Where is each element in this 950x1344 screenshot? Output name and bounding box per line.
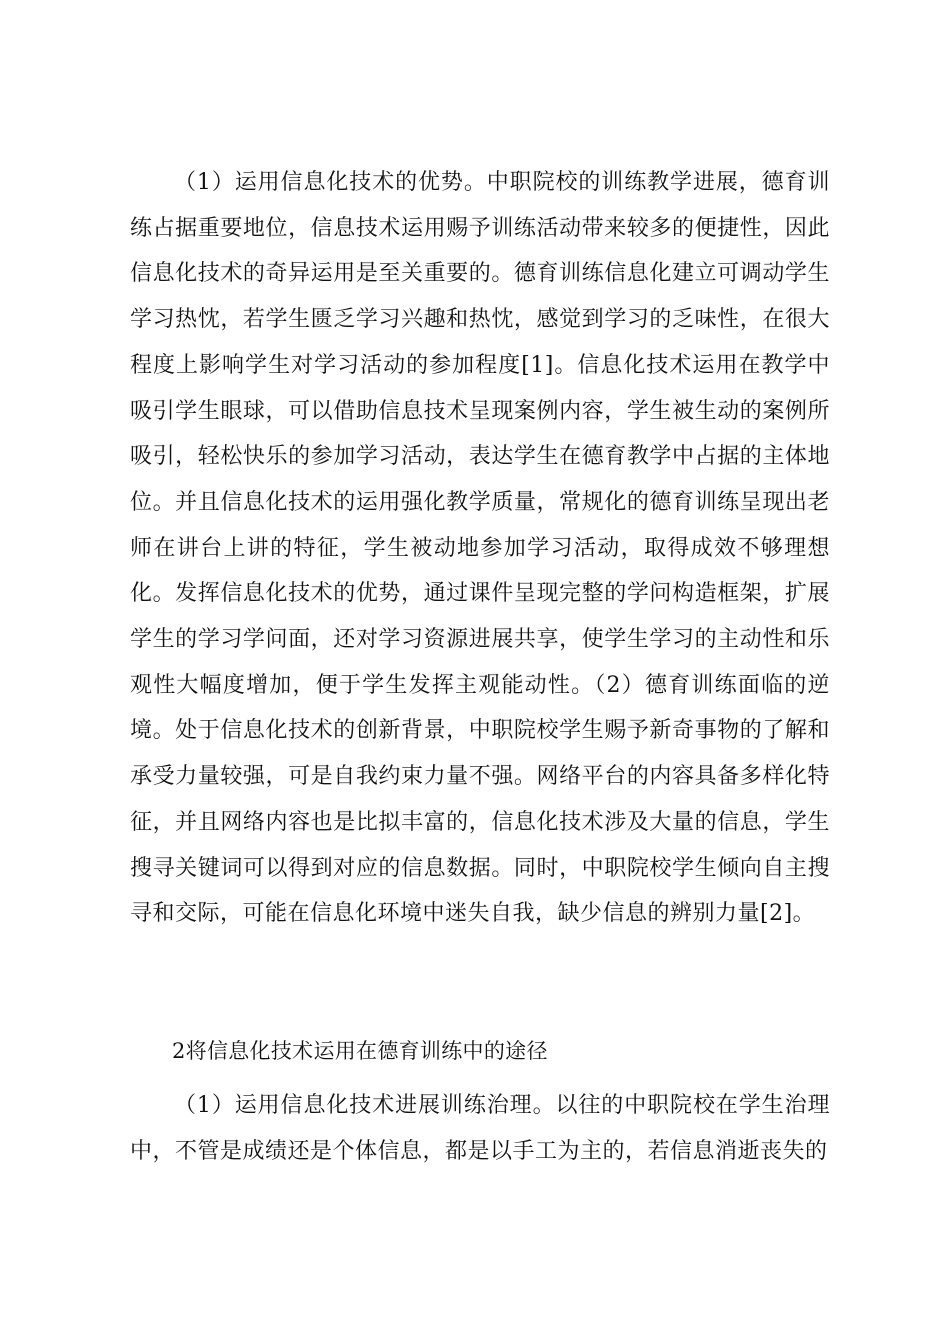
paragraph-management-application: （1）运用信息化技术进展训练治理。以往的中职院校在学生治理中，不管是成绩还是个体信息，都是以手工为主的，若信息消逝丧失的 [130,1093,830,1164]
paragraph-advantages-and-challenges: （1）运用信息化技术的优势。中职院校的训练教学进展，德育训练占据重要地位，信息技术运用赐予训练活动带来较多的便捷性，因此信息化技术的奇异运用是至关重要的。德育训练信息化建立可调动学生学习热忱，若学生匮乏学习兴趣和热忱，感觉到学习的乏味性，在很大程度上影响学生对学习活动的参加程度[1]。信息化技术运用在教学中吸引学生眼球，可以借助信息技术呈现案例内容，学生被生动的案例所吸引，轻松快乐的参加学习活动，表达学生在德育教学中占据的主体地位。并且信息化技术的运用强化教学质量，常规化的德育训练呈现出老师在讲台上讲的特征，学生被动地参加学习活动，取得成效不够理想化。发挥信息化技术的优势，通过课件呈现完整的学问构造框架，扩展学生的学习学问面，还对学习资源进展共享，使学生学习的主动性和乐观性大幅度增加，便于学生发挥主观能动性。（2）德育训练面临的逆境。处于信息化技术的创新背景，中职院校学生赐予新奇事物的了解和承受力量较强，可是自我约束力量不强。网络平台的内容具备多样化特征，并且网络内容也是比拟丰富的，信息化技术涉及大量的信息，学生搜寻关键词可以得到对应的信息数据。同时，中职院校学生倾向自主搜寻和交际，可能在信息化环境中迷失自我，缺少信息的辨别力量[2]。 [130,170,830,927]
section-heading: 2将信息化技术运用在德育训练中的途径 [172,1039,548,1063]
